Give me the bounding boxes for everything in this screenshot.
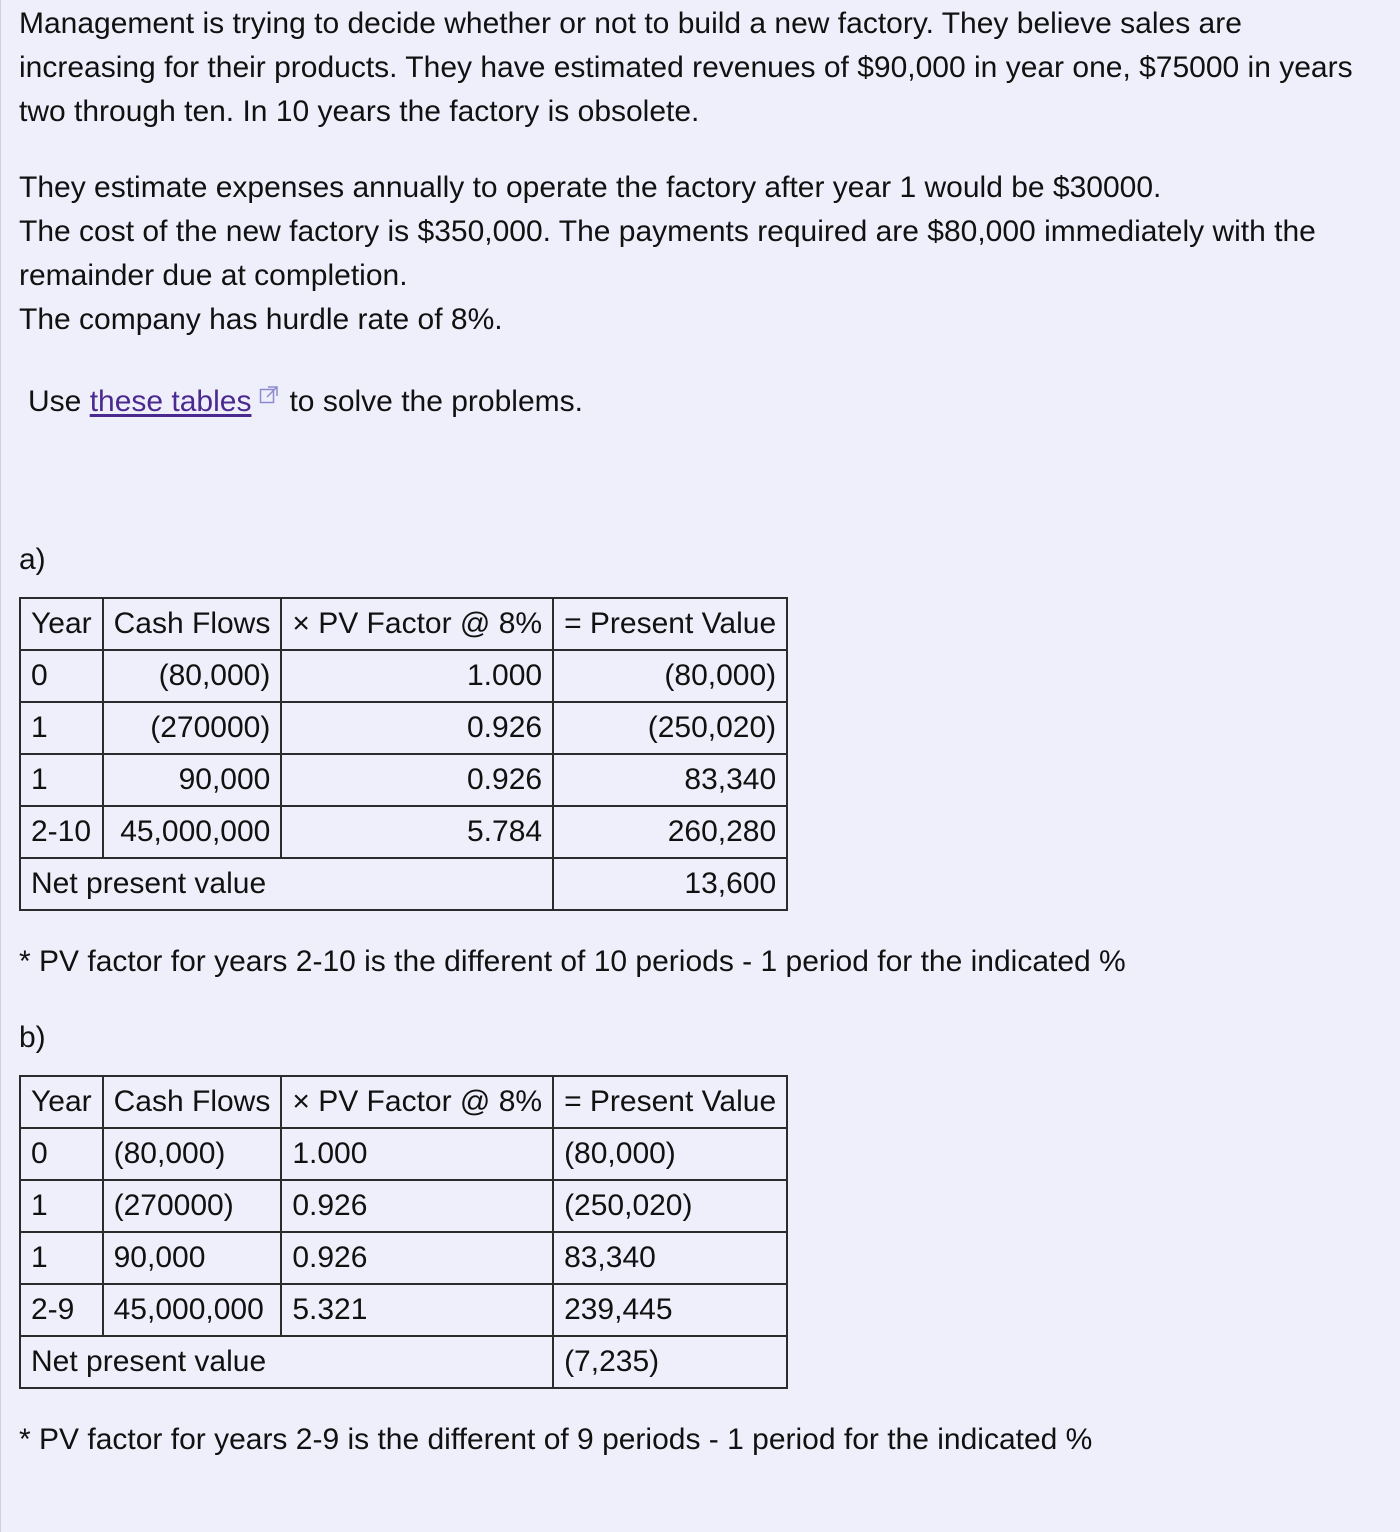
npv-value: (7,235)	[553, 1336, 787, 1388]
cell-cash-flow: 45,000,000	[103, 1284, 282, 1336]
part-a-label: a)	[19, 543, 46, 576]
cell-present-value: 83,340	[553, 754, 787, 806]
cost-line: The cost of the new factory is $350,000. The payments required are $80,000 immediately with the remainder due at completion.	[19, 215, 1316, 292]
cell-cash-flow: 90,000	[103, 754, 282, 806]
cell-year: 1	[20, 702, 103, 754]
these-tables-link[interactable]: these tables	[89, 385, 252, 418]
cell-year: 1	[20, 1232, 103, 1284]
table-header-row	[20, 598, 787, 650]
problem-intro: Management is trying to decide whether or not to build a new factory. They believe sales are increasing for their products. They have estimated revenues of $90,000 in year one, $75000 in years two through ten. In 10 years the factory is obsolete.	[19, 7, 1353, 128]
header-cash-flows: Cash Flows	[103, 598, 282, 650]
table-row	[20, 1128, 787, 1180]
cell-cash-flow: (270000)	[103, 702, 282, 754]
header-pv-factor: × PV Factor @ 8%	[281, 1076, 553, 1128]
npv-label: Net present value	[20, 858, 553, 910]
cell-present-value: (80,000)	[553, 1128, 787, 1180]
npv-label: Net present value	[20, 1336, 553, 1388]
table-row	[20, 754, 787, 806]
cell-year: 1	[20, 1180, 103, 1232]
expenses-line: They estimate expenses annually to operate the factory after year 1 would be $30000.	[19, 171, 1162, 204]
table-header-row	[20, 1076, 787, 1128]
cell-year: 0	[20, 1128, 103, 1180]
part-b-table	[19, 1075, 788, 1389]
table-row	[20, 1284, 787, 1336]
cell-pv-factor: 0.926	[281, 1232, 553, 1284]
cell-pv-factor: 0.926	[281, 754, 553, 806]
part-a-footnote: * PV factor for years 2-10 is the different of 10 periods - 1 period for the indicated %	[19, 945, 1126, 978]
header-present-value: = Present Value	[553, 598, 787, 650]
cell-pv-factor: 1.000	[281, 650, 553, 702]
cell-cash-flow: (270000)	[103, 1180, 282, 1232]
table-row	[20, 702, 787, 754]
table-row	[20, 1180, 787, 1232]
cell-cash-flow: 90,000	[103, 1232, 282, 1284]
header-present-value: = Present Value	[553, 1076, 787, 1128]
hurdle-rate-line: The company has hurdle rate of 8%.	[19, 303, 503, 336]
cell-pv-factor: 1.000	[281, 1128, 553, 1180]
cell-year: 0	[20, 650, 103, 702]
cell-present-value: (250,020)	[553, 702, 787, 754]
part-b-label: b)	[19, 1021, 46, 1054]
header-year: Year	[20, 598, 103, 650]
table-row	[20, 1232, 787, 1284]
tables-prefix: Use	[28, 385, 90, 418]
cell-pv-factor: 0.926	[281, 1180, 553, 1232]
cell-present-value: 239,445	[553, 1284, 787, 1336]
tables-suffix: to solve the problems.	[289, 385, 583, 418]
npv-row	[20, 1336, 787, 1388]
problem-details	[19, 166, 1384, 342]
cell-cash-flow: (80,000)	[103, 650, 282, 702]
header-cash-flows: Cash Flows	[103, 1076, 282, 1128]
cell-present-value: (80,000)	[553, 650, 787, 702]
cell-year: 1	[20, 754, 103, 806]
table-row	[20, 650, 787, 702]
cell-pv-factor: 5.321	[281, 1284, 553, 1336]
cell-pv-factor: 0.926	[281, 702, 553, 754]
cell-present-value: 260,280	[553, 806, 787, 858]
cell-pv-factor: 5.784	[281, 806, 553, 858]
npv-row	[20, 858, 787, 910]
tables-instruction	[28, 374, 583, 424]
header-year: Year	[20, 1076, 103, 1128]
external-link-icon[interactable]	[259, 374, 279, 394]
cell-cash-flow: 45,000,000	[103, 806, 282, 858]
cell-cash-flow: (80,000)	[103, 1128, 282, 1180]
cell-year: 2-9	[20, 1284, 103, 1336]
cell-year: 2-10	[20, 806, 103, 858]
table-row	[20, 806, 787, 858]
header-pv-factor: × PV Factor @ 8%	[281, 598, 553, 650]
part-b-footnote: * PV factor for years 2-9 is the different of 9 periods - 1 period for the indicated %	[19, 1423, 1093, 1456]
cell-present-value: 83,340	[553, 1232, 787, 1284]
cell-present-value: (250,020)	[553, 1180, 787, 1232]
part-a-table	[19, 597, 788, 911]
npv-value: 13,600	[553, 858, 787, 910]
